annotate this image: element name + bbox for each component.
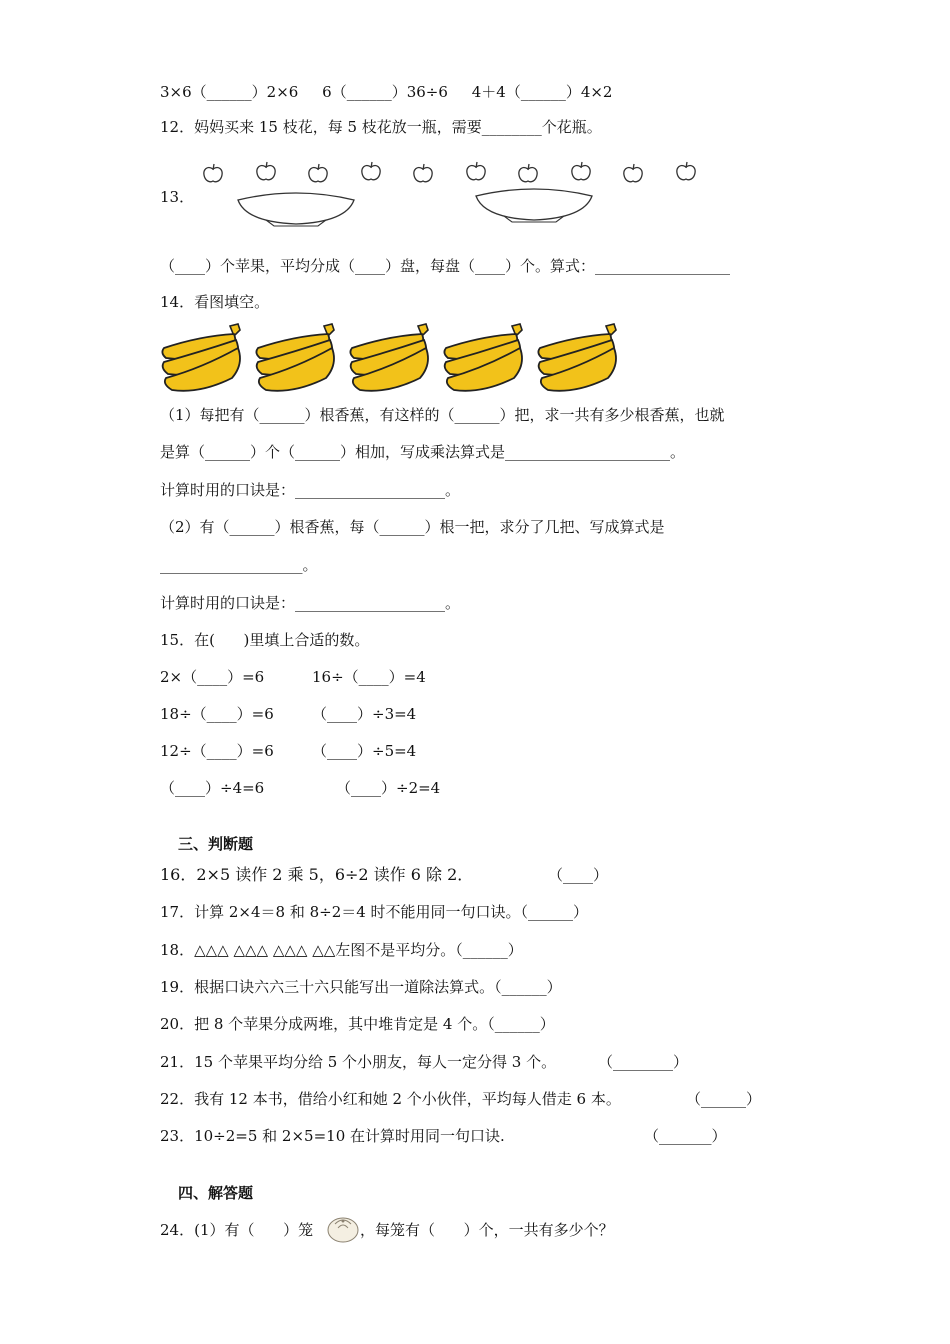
apple-icon <box>516 162 540 186</box>
section-4-heading: 四、解答题 <box>178 1184 254 1202</box>
q13-fill-line: （____）个苹果，平均分成（____）盘，每盘（____）个。算式：__________________ <box>160 257 731 275</box>
banana-bunch-icon <box>254 322 340 394</box>
q14-part1-line2: 是算（______）个（______）相加，写成乘法算式是______________________。 <box>160 443 686 461</box>
q23-text: 23．10÷2=5 和 2×5=10 在计算时用同一句口诀. <box>160 1127 505 1145</box>
q13-number: 13． <box>160 188 195 206</box>
q15-eq6: （____）÷5=4 <box>312 742 417 760</box>
apple-icon <box>411 162 435 186</box>
q15-eq3: 18÷（____）=6 <box>160 705 274 723</box>
q22-text: 22．我有 12 本书，借给小红和她 2 个小伙伴，平均每人借走 6 本。 <box>160 1090 621 1108</box>
q14-title: 14．看图填空。 <box>160 293 270 311</box>
q24-text-end: ，每笼有（ ）个，一共有多少个？ <box>360 1221 614 1239</box>
q12-text: 12．妈妈买来 15 枝花，每 5 枝花放一瓶，需要________个花瓶。 <box>160 118 602 136</box>
q24-text-start: 24．(1）有（ ）笼 <box>160 1221 314 1239</box>
q15-eq7: （____）÷4=6 <box>160 779 265 797</box>
apple-icon <box>621 162 645 186</box>
q23-answer: （_______） <box>644 1127 727 1145</box>
q14-part2-rhyme: 计算时用的口诀是：____________________。 <box>160 594 461 612</box>
q18-text: 18．△△△ △△△ △△△ △△左图不是平均分。（______） <box>160 941 523 959</box>
q11-compare-line: 3×6（______）2×6 6（______）36÷6 4＋4（______）4×2 <box>160 83 613 101</box>
q20-text: 20．把 8 个苹果分成两堆，其中堆肯定是 4 个。（______） <box>160 1015 555 1033</box>
q14-part2-line2: ___________________。 <box>160 556 318 574</box>
q15-eq4: （____）÷3=4 <box>312 705 417 723</box>
q17-text: 17．计算 2×4＝8 和 8÷2＝4 时不能用同一句口诀。（______） <box>160 903 589 921</box>
q19-text: 19．根据口诀六六三十六只能写出一道除法算式。（______） <box>160 978 562 996</box>
plate-right <box>474 186 594 226</box>
q16-text: 16．2×5 读作 2 乘 5，6÷2 读作 6 除 2． <box>160 865 474 884</box>
apple-icon <box>201 162 225 186</box>
q14-part1-rhyme: 计算时用的口诀是：____________________。 <box>160 481 461 499</box>
q15-eq1: 2×（____）=6 <box>160 668 265 686</box>
apple-icon <box>464 160 488 184</box>
q15-eq5: 12÷（____）=6 <box>160 742 274 760</box>
banana-bunch-icon <box>536 322 622 394</box>
banana-bunch-icon <box>348 322 434 394</box>
apple-icon <box>674 160 698 184</box>
apple-icon <box>254 160 278 184</box>
q21-text: 21．15 个苹果平均分给 5 个小朋友，每人一定分得 3 个。 <box>160 1053 557 1071</box>
q21-answer: （________） <box>598 1053 689 1071</box>
apple-icon <box>569 160 593 184</box>
plate-left <box>236 190 356 230</box>
q16-answer: （____） <box>548 866 609 884</box>
section-3-heading: 三、判断题 <box>178 835 254 853</box>
apple-icon <box>306 162 330 186</box>
apple-icon <box>359 160 383 184</box>
banana-bunch-icon <box>442 322 528 394</box>
steamed-bun-icon <box>326 1210 360 1244</box>
q15-eq8: （____）÷2=4 <box>336 779 441 797</box>
q15-title: 15．在( )里填上合适的数。 <box>160 631 370 649</box>
q15-eq2: 16÷（____）=4 <box>312 668 426 686</box>
q14-part1-line1: （1）每把有（______）根香蕉，有这样的（______）把，求一共有多少根香蕉，也就 <box>160 406 725 424</box>
banana-bunch-icon <box>160 322 246 394</box>
q22-answer: （______） <box>686 1090 762 1108</box>
q14-part2-line1: （2）有（______）根香蕉，每（______）根一把，求分了几把、写成算式是 <box>160 518 665 536</box>
